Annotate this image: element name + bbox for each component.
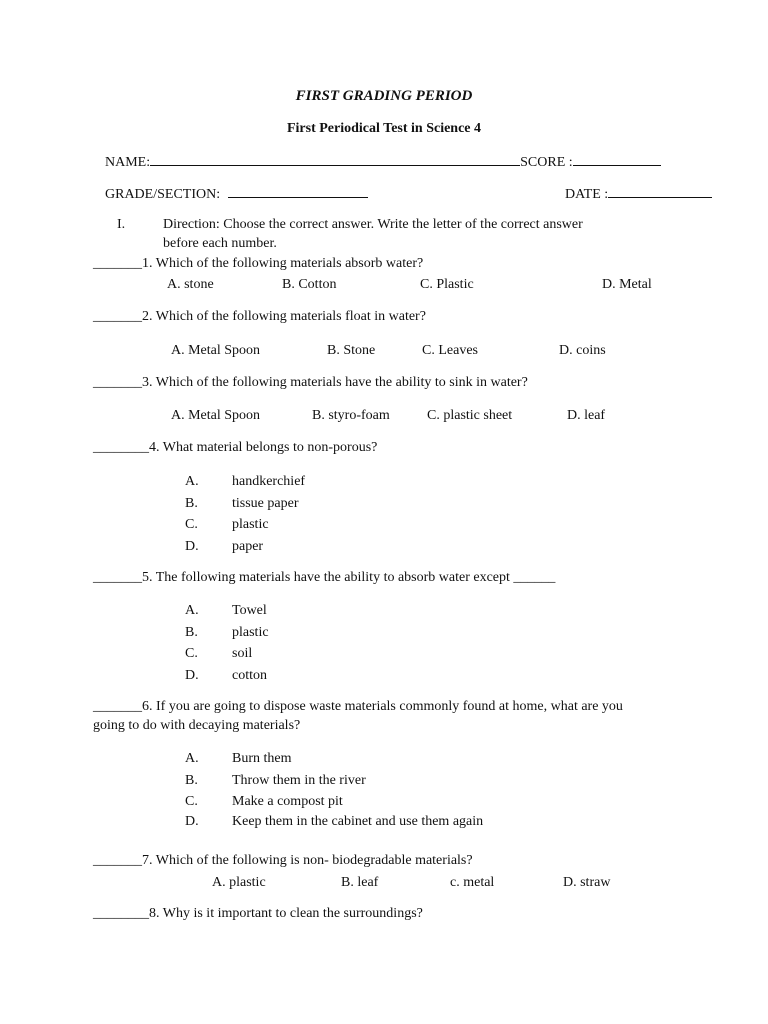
date-blank[interactable] xyxy=(608,183,712,198)
choice-1d: D. Metal xyxy=(602,277,652,292)
choice-letter: A. xyxy=(185,751,199,766)
choice-7d: D. straw xyxy=(563,875,611,890)
test-subtitle: First Periodical Test in Science 4 xyxy=(286,121,482,136)
choice-2d: D. coins xyxy=(559,343,606,358)
question-text: 4. What material belongs to non-porous? xyxy=(149,440,378,455)
direction-line2: before each number. xyxy=(163,236,277,251)
choice-3b: B. styro-foam xyxy=(312,408,390,423)
choice-text: Make a compost pit xyxy=(232,794,343,809)
name-blank[interactable] xyxy=(150,151,520,166)
choice-letter: C. xyxy=(185,517,198,532)
answer-blank[interactable]: _______ xyxy=(93,375,142,390)
question-text: 5. The following materials have the ability to absorb water except ______ xyxy=(142,570,556,585)
choice-text: handkerchief xyxy=(232,474,306,489)
choice-3a: A. Metal Spoon xyxy=(171,408,261,423)
choice-text: plastic xyxy=(232,517,269,532)
name-field[interactable] xyxy=(105,151,661,171)
choice-7b: B. leaf xyxy=(341,875,379,890)
date-label: DATE : xyxy=(565,187,609,202)
choice-2b: B. Stone xyxy=(327,343,376,358)
direction-line1: Direction: Choose the correct answer. Write the letter of the correct answer xyxy=(163,217,583,232)
choice-text: paper xyxy=(232,539,264,554)
choice-text: Keep them in the cabinet and use them again xyxy=(232,814,484,829)
choice-1b: B. Cotton xyxy=(282,277,337,292)
question-3 xyxy=(93,374,528,391)
choice-text: cotton xyxy=(232,668,267,683)
choice-letter: D. xyxy=(185,814,199,829)
score-blank[interactable] xyxy=(573,151,661,166)
grade-section-field[interactable] xyxy=(105,183,368,203)
choice-letter: D. xyxy=(185,668,199,683)
question-6-line2: going to do with decaying materials? xyxy=(93,718,301,733)
answer-blank[interactable]: _______ xyxy=(93,699,142,714)
choice-text: Burn them xyxy=(232,751,292,766)
answer-blank[interactable]: ________ xyxy=(93,440,149,455)
date-field[interactable] xyxy=(565,183,712,203)
question-text: 7. Which of the following is non- biodegradable materials? xyxy=(142,853,473,868)
question-text: 2. Which of the following materials float in water? xyxy=(142,309,426,324)
answer-blank[interactable]: _______ xyxy=(93,309,142,324)
choice-letter: C. xyxy=(185,646,198,661)
choice-text: plastic xyxy=(232,625,269,640)
question-4 xyxy=(93,439,377,456)
choice-3c: C. plastic sheet xyxy=(427,408,513,423)
choice-letter: A. xyxy=(185,474,199,489)
choice-letter: A. xyxy=(185,603,199,618)
choice-2a: A. Metal Spoon xyxy=(171,343,261,358)
question-1 xyxy=(93,255,423,272)
name-label: NAME: xyxy=(105,155,151,170)
choice-text: soil xyxy=(232,646,253,661)
choice-3d: D. leaf xyxy=(567,408,606,423)
choice-letter: B. xyxy=(185,496,198,511)
choice-2c: C. Leaves xyxy=(422,343,478,358)
question-text: 1. Which of the following materials absorb water? xyxy=(142,256,424,271)
choice-1a: A. stone xyxy=(167,277,214,292)
question-text: 3. Which of the following materials have the ability to sink in water? xyxy=(142,375,528,390)
score-label: SCORE : xyxy=(520,155,573,170)
choice-7a: A. plastic xyxy=(212,875,266,890)
choice-letter: C. xyxy=(185,794,198,809)
question-8 xyxy=(93,905,423,922)
choice-text: tissue paper xyxy=(232,496,299,511)
question-7 xyxy=(93,852,473,869)
choice-1c: C. Plastic xyxy=(420,277,474,292)
choice-text: Throw them in the river xyxy=(232,773,366,788)
grade-blank[interactable] xyxy=(228,183,368,198)
choice-letter: B. xyxy=(185,773,198,788)
question-5 xyxy=(93,569,555,586)
choice-letter: D. xyxy=(185,539,199,554)
choice-7c: c. metal xyxy=(450,875,495,890)
page-title: FIRST GRADING PERIOD xyxy=(295,88,473,104)
grade-label: GRADE/SECTION: xyxy=(105,187,221,202)
answer-blank[interactable]: _______ xyxy=(93,853,142,868)
question-text: 8. Why is it important to clean the surroundings? xyxy=(149,906,423,921)
choice-letter: B. xyxy=(185,625,198,640)
answer-blank[interactable]: ________ xyxy=(93,906,149,921)
question-2 xyxy=(93,308,426,325)
choice-text: Towel xyxy=(232,603,267,618)
direction-numeral: I. xyxy=(117,217,126,232)
answer-blank[interactable]: _______ xyxy=(93,256,142,271)
question-text: 6. If you are going to dispose waste materials commonly found at home, what are you xyxy=(142,699,623,714)
answer-blank[interactable]: _______ xyxy=(93,570,142,585)
question-6 xyxy=(93,698,623,715)
